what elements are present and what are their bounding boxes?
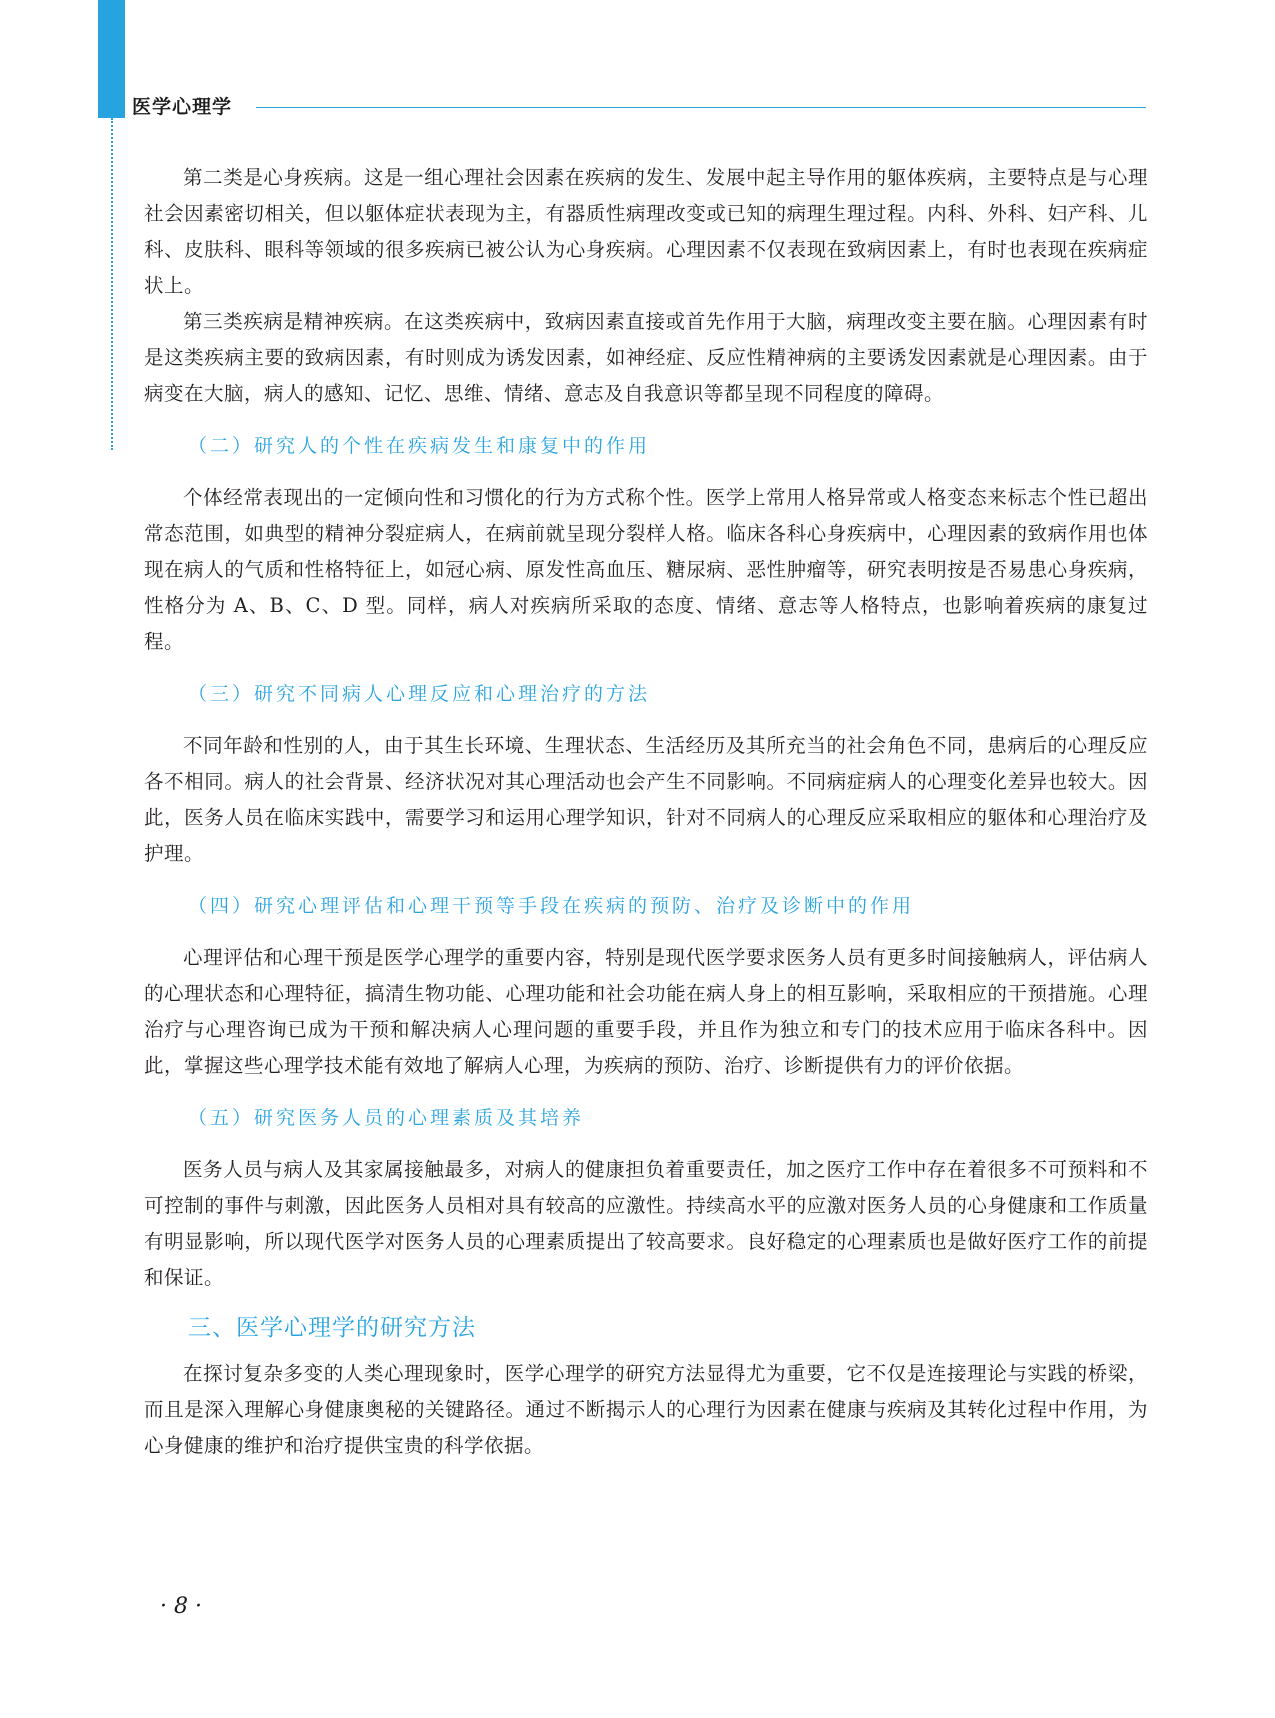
paragraph: 个体经常表现出的一定倾向性和习惯化的行为方式称个性。医学上常用人格异常或人格变态来标志个性已超出常态范围，如典型的精神分裂症病人，在病前就呈现分裂样人格。临床各科心身疾病中，心理因素的致病作用也体现在病人的气质和性格特征上，如冠心病、原发性高血压、糖尿病、恶性肿瘤等，研究表明按是否易患心身疾病，性格分为 A、B、C、D 型。同样，病人对疾病所采取的态度、情绪、意志等人格特点，也影响着疾病的康复过程。 [144,486,1148,653]
page-number: · 8 · [160,1594,202,1619]
paragraph: 不同年龄和性别的人，由于其生长环境、生理状态、生活经历及其所充当的社会角色不同，患病后的心理反应各不相同。病人的社会背景、经济状况对其心理活动也会产生不同影响。不同病症病人的心理变化差异也较大。因此，医务人员在临床实践中，需要学习和运用心理学知识，针对不同病人的心理反应采取相应的躯体和心理治疗及护理。 [144,734,1148,865]
section-heading: 三、医学心理学的研究方法 [188,1315,476,1341]
paragraph: 心理评估和心理干预是医学心理学的重要内容，特别是现代医学要求医务人员有更多时间接触病人，评估病人的心理状态和心理特征，搞清生物功能、心理功能和社会功能在病人身上的相互影响，采取相应的干预措施。心理治疗与心理咨询已成为干预和解决病人心理问题的重要手段，并且作为独立和专门的技术应用于临床各科中。因此，掌握这些心理学技术能有效地了解病人心理，为疾病的预防、治疗、诊断提供有力的评价依据。 [144,946,1148,1077]
header-rule [256,107,1146,108]
subsection-heading: （三）研究不同病人心理反应和心理治疗的方法 [188,683,651,705]
subsection-heading: （五）研究医务人员的心理素质及其培养 [188,1107,585,1129]
paragraph: 医务人员与病人及其家属接触最多，对病人的健康担负着重要责任，加之医疗工作中存在着很多不可预料和不可控制的事件与刺激，因此医务人员相对具有较高的应激性。持续高水平的应激对医务人员的心身健康和工作质量有明显影响，所以现代医学对医务人员的心理素质提出了较高要求。良好稳定的心理素质也是做好医疗工作的前提和保证。 [144,1158,1148,1289]
header-accent-bar [98,0,125,118]
running-header-title: 医学心理学 [132,96,233,118]
subsection-heading: （二）研究人的个性在疾病发生和康复中的作用 [188,435,651,457]
paragraph: 第三类疾病是精神疾病。在这类疾病中，致病因素直接或首先作用于大脑，病理改变主要在脑。心理因素有时是这类疾病主要的致病因素，有时则成为诱发因素，如神经症、反应性精神病的主要诱发因素就是心理因素。由于病变在大脑，病人的感知、记忆、思维、情绪、意志及自我意识等都呈现不同程度的障碍。 [144,310,1148,405]
margin-dotted-line [111,118,113,450]
paragraph: 第二类是心身疾病。这是一组心理社会因素在疾病的发生、发展中起主导作用的躯体疾病，主要特点是与心理社会因素密切相关，但以躯体症状表现为主，有器质性病理改变或已知的病理生理过程。内科、外科、妇产科、儿科、皮肤科、眼科等领域的很多疾病已被公认为心身疾病。心理因素不仅表现在致病因素上，有时也表现在疾病症状上。 [144,166,1148,297]
paragraph: 在探讨复杂多变的人类心理现象时，医学心理学的研究方法显得尤为重要，它不仅是连接理论与实践的桥梁，而且是深入理解心身健康奥秘的关键路径。通过不断揭示人的心理行为因素在健康与疾病及其转化过程中作用，为心身健康的维护和治疗提供宝贵的科学依据。 [144,1362,1148,1457]
subsection-heading: （四）研究心理评估和心理干预等手段在疾病的预防、治疗及诊断中的作用 [188,895,915,917]
page-body [144,160,1148,1464]
